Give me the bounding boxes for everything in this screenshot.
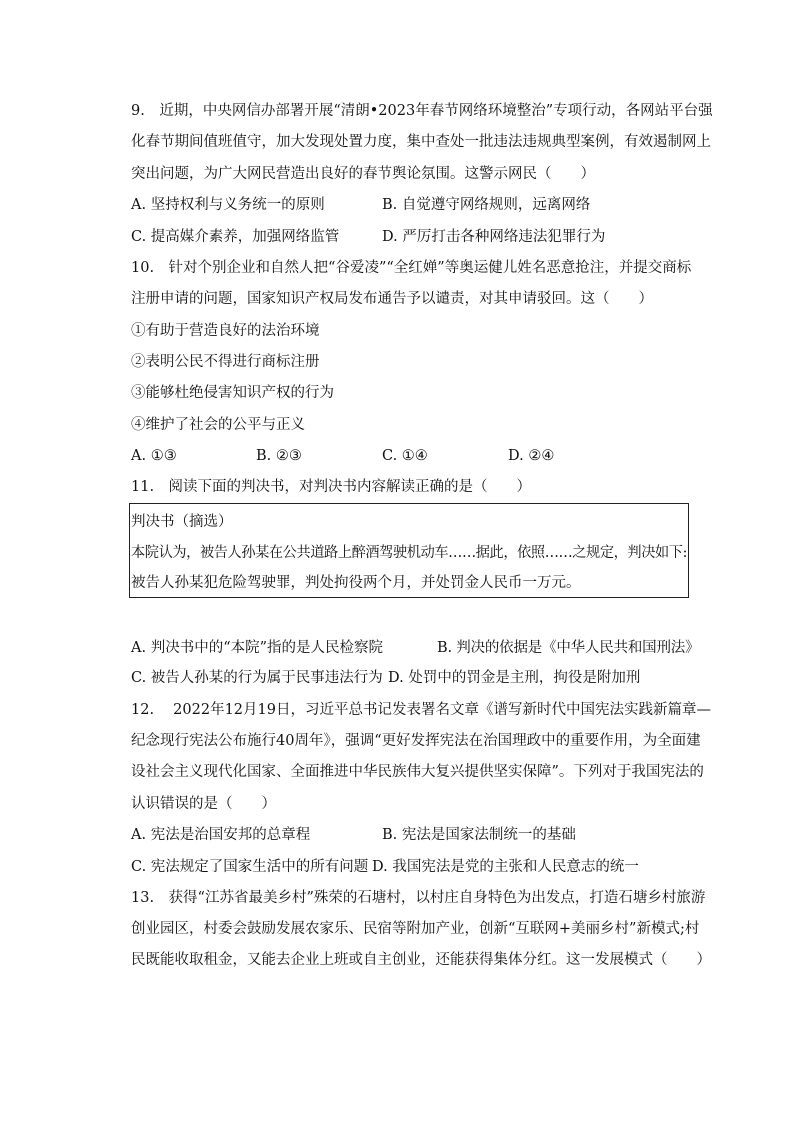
judgment-box-title: 判决书（摘选） (131, 514, 233, 530)
q9-option-d: D. 严厉打击各种网络违法犯罪行为 (382, 229, 606, 245)
q12-stem-line-4: 认识错误的是（ ） (131, 796, 276, 812)
q13-stem-line-1: 13. 获得“江苏省最美乡村”殊荣的石塘村，以村庄自身特色为出发点，打造石塘乡村旅游 (131, 890, 706, 906)
q9-stem-line-3: 突出问题，为广大网民营造出良好的春节舆论氛围。这警示网民（ ） (131, 166, 595, 182)
q9-stem-line-1: 9. 近期，中央网信办部署开展“清朗•2023年春节网络环境整治”专项行动，各网站平台强 (131, 103, 713, 119)
q13-stem-line-2: 创业园区，村委会鼓励发展农家乐、民宿等附加产业，创新“互联网+美丽乡村”新模式;村 (131, 921, 700, 937)
q11-option-d: D. 处罚中的罚金是主刑，拘役是附加刑 (388, 670, 641, 686)
q10-item-4: ④维护了社会的公平与正义 (131, 417, 305, 433)
q10-stem-line-1: 10. 针对个别企业和自然人把“谷爱凌”“全红婵”等奥运健儿姓名恶意抢注，并提交商标 (131, 260, 692, 276)
q12-option-b: B. 宪法是国家法制统一的基础 (382, 827, 576, 843)
q10-stem-line-2: 注册申请的问题，国家知识产权局发布通告予以谴责，对其申请驳回。这（ ） (131, 291, 653, 307)
q10-option-a: A. ①③ (131, 448, 177, 464)
q12-option-c: C. 宪法规定了国家生活中的所有问题 (131, 859, 369, 875)
q11-option-b: B. 判决的依据是《中华人民共和国刑法》 (437, 640, 700, 656)
q11-stem: 11. 阅读下面的判决书，对判决书内容解读正确的是（ ） (131, 479, 532, 495)
q10-option-c: C. ①④ (382, 448, 428, 464)
q12-option-d: D. 我国宪法是党的主张和人民意志的统一 (372, 859, 639, 875)
q9-stem-line-2: 化春节期间值班值守，加大发现处置力度，集中查处一批违法违规典型案例，有效遏制网上 (131, 134, 711, 150)
q9-option-b: B. 自觉遵守网络规则，远离网络 (382, 197, 591, 213)
q11-option-c: C. 被告人孙某的行为属于民事违法行为 (131, 670, 383, 686)
q9-option-a: A. 坚持权利与义务统一的原则 (131, 197, 325, 213)
q13-stem-line-3: 民既能收取租金，又能去企业上班或自主创业，还能获得集体分红。这一发展模式（ ） (131, 952, 711, 968)
q10-item-2: ②表明公民不得进行商标注册 (131, 354, 320, 370)
q10-item-3: ③能够杜绝侵害知识产权的行为 (131, 385, 334, 401)
q9-option-c: C. 提高媒介素养，加强网络监管 (131, 229, 340, 245)
judgment-box-line-2: 被告人孙某犯危险驾驶罪，判处拘役两个月，并处罚金人民币一万元。 (131, 575, 581, 591)
q11-option-a: A. 判决书中的“本院”指的是人民检察院 (131, 640, 384, 656)
judgment-box-line-1: 本院认为，被告人孙某在公共道路上醉酒驾驶机动车……据此，依照……之规定，判决如下: (131, 545, 687, 561)
q10-option-b: B. ②③ (256, 448, 302, 464)
q12-stem-line-1: 12. 2022年12月19日，习近平总书记发表署名文章《谱写新时代中国宪法实践新篇章— (131, 702, 711, 718)
q10-item-1: ①有助于营造良好的法治环境 (131, 323, 320, 339)
judgment-excerpt-box (129, 503, 689, 598)
q12-option-a: A. 宪法是治国安邦的总章程 (131, 827, 311, 843)
q12-stem-line-2: 纪念现行宪法公布施行40周年》，强调“更好发挥宪法在治国理政中的重要作用，为全面建 (131, 733, 701, 749)
q10-option-d: D. ②④ (508, 448, 555, 464)
q12-stem-line-3: 设社会主义现代化国家、全面推进中华民族伟大复兴提供坚实保障”。下列对于我国宪法的 (131, 764, 704, 780)
